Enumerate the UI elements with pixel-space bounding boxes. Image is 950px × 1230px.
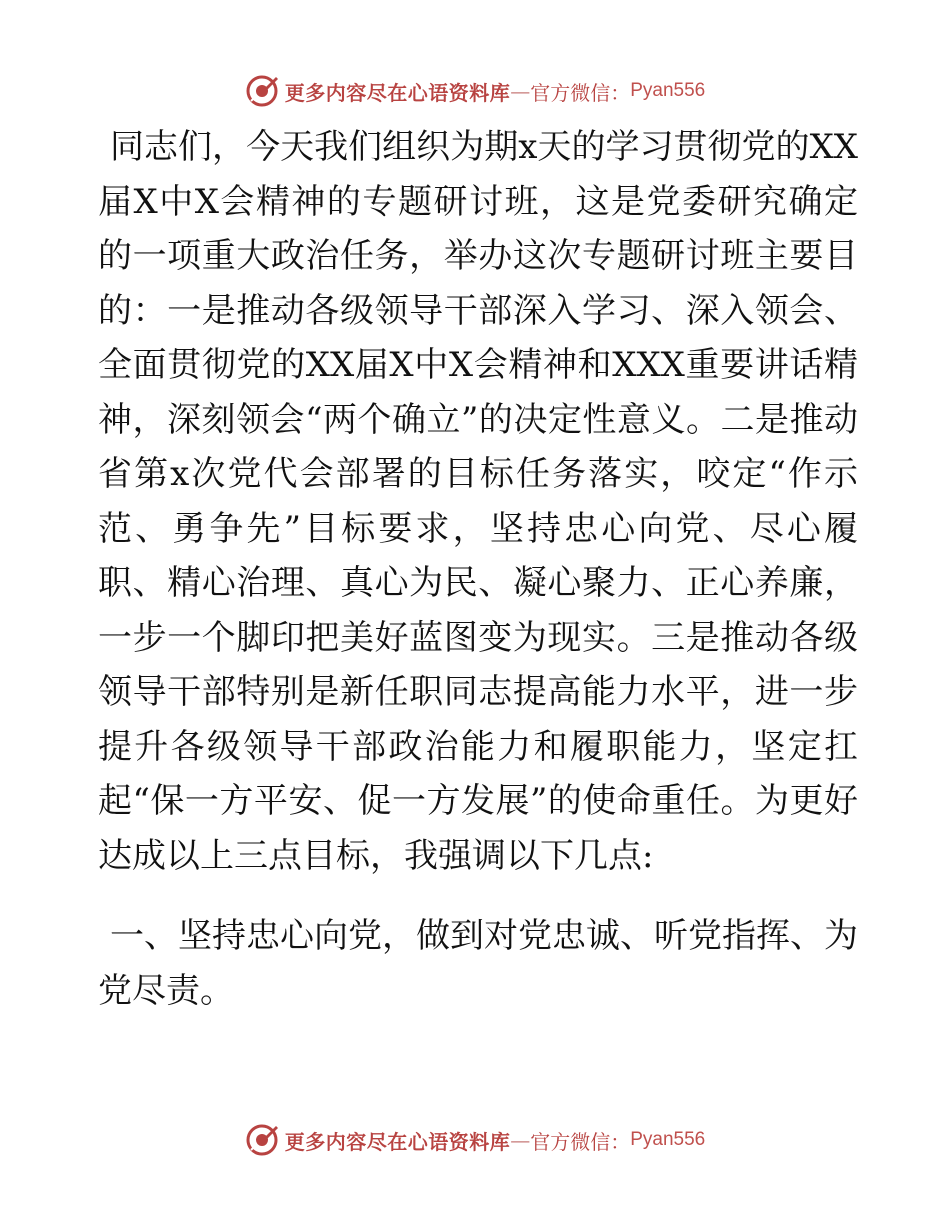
watermark-footer <box>0 1120 950 1160</box>
watermark-main-text: 更多内容尽在心语资料库 <box>284 80 511 105</box>
pen-logo-icon <box>245 74 279 108</box>
watermark-wechat-id: Pyan556 <box>630 1129 706 1150</box>
paragraph-intro: 同志们，今天我们组织为期x天的学习贯彻党的XX届X中X会精神的专题研讨班，这是党委研究确定的一项重大政治任务，举办这次专题研讨班主要目的：一是推动各级领导干部深入学习、深入领会、全面贯彻党的XX届X中X会精神和XXX重要讲话精神，深刻领会“两个确立”的决定性意义。二是推动省第x次党代会部署的目标任务落实，咬定“作示范、勇争先”目标要求，坚持忠心向党、尽心履职、精心治理、真心为民、凝心聚力、正心养廉，一步一个脚印把美好蓝图变为现实。三是推动各级领导干部特别是新任职同志提高能力水平，进一步提升各级领导干部政治能力和履职能力，坚定扛起“保一方平安、促一方发展”的使命重任。为更好达成以上三点目标，我强调以下几点: <box>98 127 858 876</box>
watermark-label: 官方微信： <box>530 1129 631 1154</box>
document-body <box>98 120 858 1018</box>
watermark-wechat-id: Pyan556 <box>630 80 706 101</box>
watermark-header <box>0 71 950 111</box>
watermark-main-text: 更多内容尽在心语资料库 <box>284 1129 511 1154</box>
watermark-label: 官方微信： <box>530 80 631 105</box>
watermark-separator: — <box>510 79 531 103</box>
section-heading-1: 一、坚持忠心向党，做到对党忠诚、听党指挥、为党尽责。 <box>98 916 858 1011</box>
pen-logo-icon <box>245 1123 279 1157</box>
watermark-separator: — <box>510 1128 531 1152</box>
